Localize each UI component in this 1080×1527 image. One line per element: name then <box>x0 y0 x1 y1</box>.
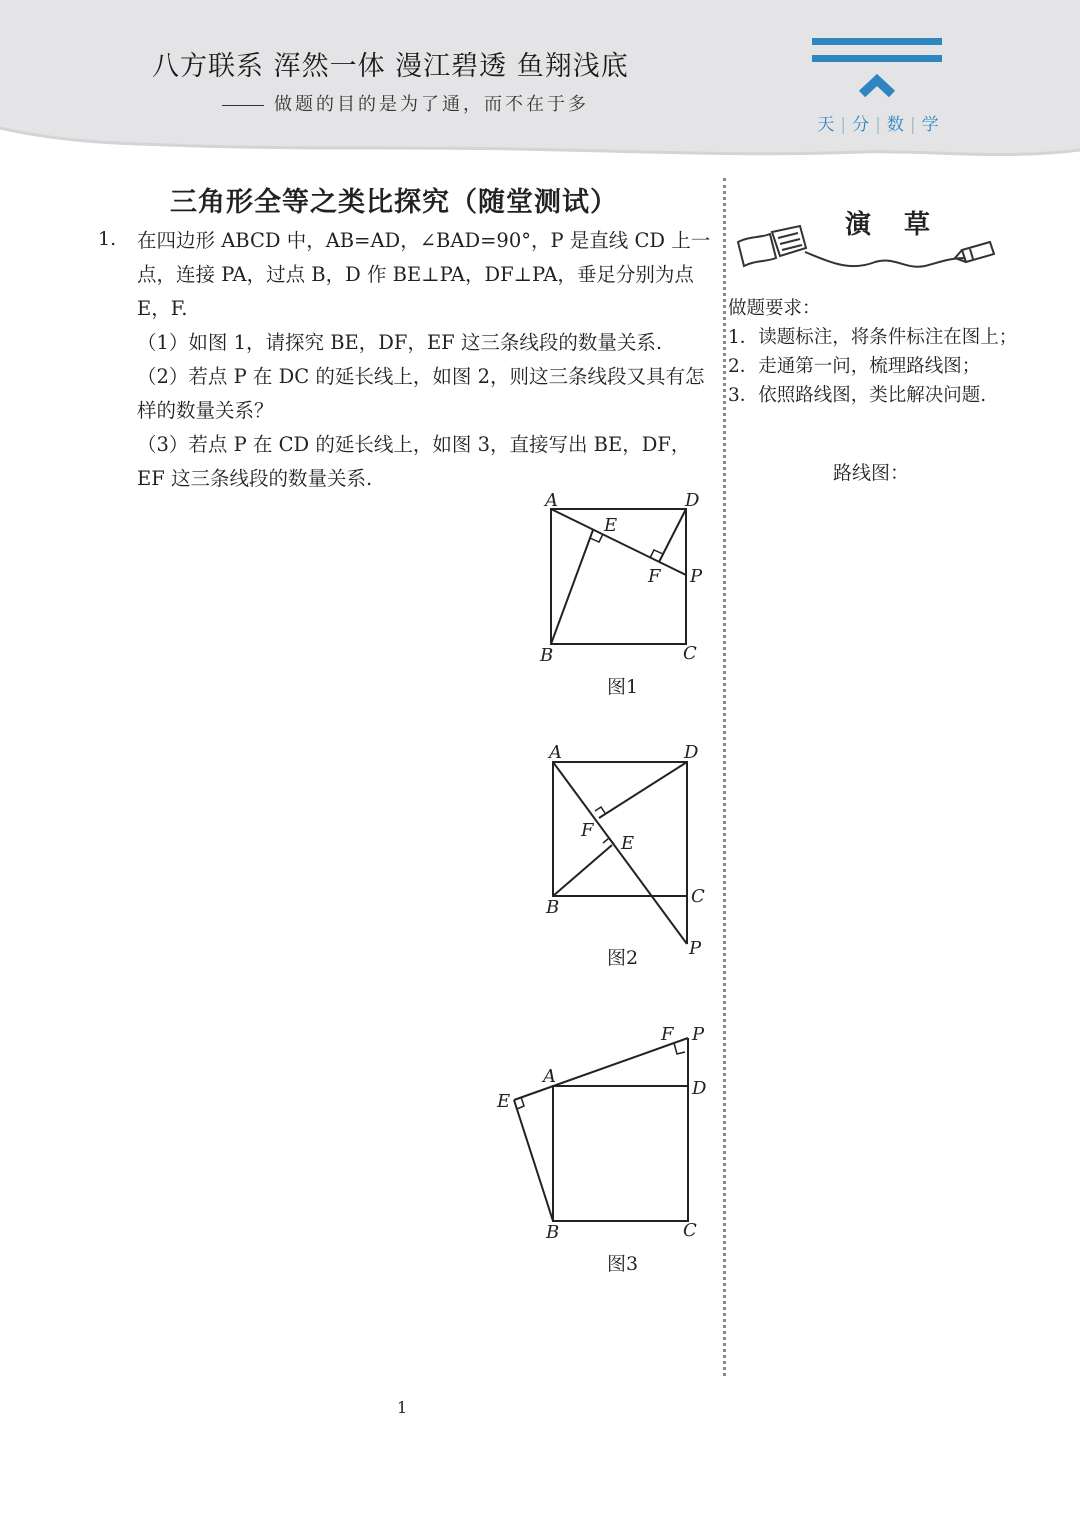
fig1-label-e: E <box>604 515 618 536</box>
fig3-label-d: D <box>692 1078 707 1099</box>
fig2-label-p: P <box>689 938 702 959</box>
fig2-label-e: E <box>621 833 635 854</box>
requirement-item: 3．依照路线图，类比解决问题. <box>728 385 987 406</box>
requirement-item: 2．走通第一问，梳理路线图； <box>728 356 981 377</box>
figure-3 <box>490 1018 720 1243</box>
page-title: 三角形全等之类比探究（随堂测试） <box>170 187 618 218</box>
question-part-2: （2）若点 P 在 DC 的延长线上，如图 2，则这三条线段又具有怎样的数量关系？ <box>137 365 705 422</box>
fig3-label-e: E <box>497 1091 511 1112</box>
question-stem: 在四边形 ABCD 中，AB=AD，∠BAD=90°，P 是直线 CD 上一点，连接 PA，过点 B，D 作 BE⊥PA，DF⊥PA，垂足分别为点 E，F. <box>137 229 711 320</box>
draft-title: 演 草 <box>845 210 943 240</box>
fig3-label-b: B <box>546 1222 560 1243</box>
requirements <box>728 294 1017 410</box>
figure-3-caption: 图3 <box>607 1253 639 1275</box>
fig3-label-f: F <box>661 1024 674 1045</box>
fig1-label-a: A <box>545 490 558 511</box>
question-part-3: （3）若点 P 在 CD 的延长线上，如图 3，直接写出 BE，DF，EF 这三条线段的数量关系. <box>137 433 691 490</box>
figure-2 <box>530 737 720 962</box>
route-map-label: 路线图： <box>833 462 910 484</box>
chevron-up-icon <box>862 80 892 94</box>
fig2-label-d: D <box>684 742 699 763</box>
paper-icon <box>738 226 806 266</box>
fig2-label-a: A <box>549 742 562 763</box>
fig3-label-p: P <box>692 1024 705 1045</box>
fig3-label-a: A <box>543 1066 556 1087</box>
page-number: 1 <box>397 1398 408 1417</box>
column-divider <box>723 178 726 1376</box>
header-subtitle: 做题的目的是为了通，而不在于多 <box>222 90 589 116</box>
fig1-label-p: P <box>690 566 703 587</box>
fig1-label-b: B <box>540 645 554 666</box>
figure-2-caption: 图2 <box>607 947 639 969</box>
fig2-label-c: C <box>691 886 705 907</box>
fig2-label-b: B <box>546 897 560 918</box>
fig1-label-c: C <box>683 643 697 664</box>
figure-1-caption: 图1 <box>607 676 639 698</box>
fig2-label-f: F <box>581 820 594 841</box>
question-body <box>137 224 712 496</box>
fig1-label-d: D <box>685 490 700 511</box>
figure-1 <box>530 485 720 670</box>
logo-text: 天 | 分 | 数 | 学 <box>817 115 939 135</box>
fig1-label-f: F <box>648 566 661 587</box>
header-motto: 八方联系 浑然一体 漫江碧透 鱼翔浅底 <box>152 51 629 82</box>
question-part-1: （1）如图 1，请探究 BE，DF，EF 这三条线段的数量关系. <box>137 331 663 354</box>
fig3-label-c: C <box>683 1220 697 1241</box>
requirement-item: 1．读题标注，将条件标注在图上； <box>728 327 1018 348</box>
requirements-label: 做题要求： <box>728 298 821 319</box>
question-number: 1. <box>98 228 117 250</box>
